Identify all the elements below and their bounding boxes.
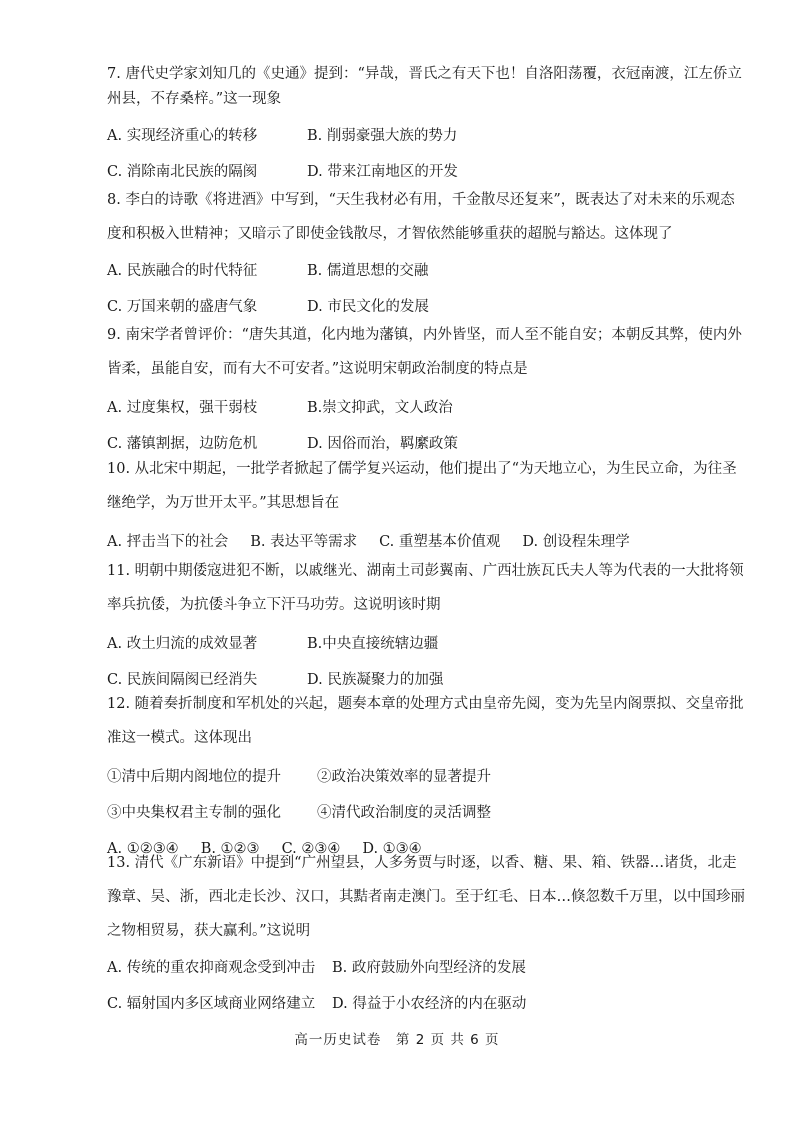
- option-a: A. 民族融合的时代特征: [107, 263, 258, 279]
- options-row: [107, 124, 747, 148]
- options-row: [107, 396, 747, 420]
- options-row: [107, 632, 747, 656]
- option-b: B. ①②③: [200, 841, 260, 857]
- statement-2: ②政治决策效率的显著提升: [317, 769, 491, 785]
- option-a: A. 实现经济重心的转移: [107, 128, 258, 144]
- option-d: D. 得益于小农经济的内在驱动: [332, 996, 527, 1012]
- option-d: D. ①③④: [362, 841, 422, 857]
- option-c: C. 消除南北民族的隔阂: [107, 164, 258, 180]
- question-stem: 10. 从北宋中期起，一批学者掀起了儒学复兴运动，他们提出了“为天地立心，为生民立命，为往圣继绝学，为万世开太平。”其思想旨在: [107, 461, 737, 511]
- options-row: [107, 530, 747, 554]
- page-footer: 高一历史试卷 第 2 页 共 6 页: [294, 1032, 500, 1048]
- question-7: [107, 62, 747, 184]
- option-c: C. 藩镇割据，边防危机: [107, 436, 258, 452]
- question-stem: 12. 随着奏折制度和军机处的兴起，题奏本章的处理方式由皇帝先阅，变为先呈内阁票拟、交皇帝批准这一模式。这体现出: [107, 696, 744, 746]
- option-a: A. 改土归流的成效显著: [107, 636, 258, 652]
- option-b: B.崇文抑武，文人政治: [307, 400, 453, 416]
- option-c: C. 万国来朝的盛唐气象: [107, 299, 258, 315]
- option-d: D. 市民文化的发展: [307, 299, 429, 315]
- question-10: [107, 452, 747, 554]
- question-9: [107, 318, 747, 456]
- statement-row: [107, 801, 747, 825]
- option-c: C. ②③④: [281, 841, 341, 857]
- question-stem: 7. 唐代史学家刘知几的《史通》提到：“异哉，晋氏之有天下也！自洛阳荡覆，衣冠南渡，江左侨立州县，不存桑梓。”这一现象: [107, 66, 742, 107]
- option-a: A. 过度集权，强干弱枝: [107, 400, 258, 416]
- statement-3: ③中央集权君主专制的强化: [107, 805, 281, 821]
- option-a: A. ①②③④: [107, 841, 179, 857]
- option-c: C. 重塑基本价值观: [379, 534, 501, 550]
- question-stem: 8. 李白的诗歌《将进酒》中写到，“天生我材必有用，千金散尽还复来”，既表达了对未来的乐观态度和积极入世精神；又暗示了即使金钱散尽，才智依然能够重获的超脱与豁达。这体现了: [107, 192, 735, 242]
- question-stem: 11. 明朝中期倭寇进犯不断，以戚继光、湖南土司彭翼南、广西壮族瓦氏夫人等为代表的一大批将领率兵抗倭，为抗倭斗争立下汗马功劳。这说明该时期: [107, 563, 744, 613]
- question-11: [107, 554, 747, 692]
- statement-4: ④清代政治制度的灵活调整: [317, 805, 491, 821]
- option-b: B. 削弱豪强大族的势力: [307, 128, 458, 144]
- option-b: B. 表达平等需求: [250, 534, 358, 550]
- option-c: C. 辐射国内多区域商业网络建立: [107, 996, 316, 1012]
- question-13: [107, 846, 747, 1016]
- option-b: B. 儒道思想的交融: [307, 263, 429, 279]
- question-stem: 13. 清代《广东新语》中提到“广州望县，人多务贾与时逐，以香、糖、果、箱、铁器…诸货，北走豫章、吴、浙，西北走长沙、汉口，其黠者南走澳门。至于红毛、日本…倏忽数千万里，以中国珍丽之物相贸易，获大赢利。”这说明: [107, 855, 745, 939]
- option-c: C. 民族间隔阂已经消失: [107, 672, 258, 688]
- option-a: A. 抨击当下的社会: [107, 534, 229, 550]
- statement-row: [107, 765, 747, 789]
- options-row: [107, 160, 747, 184]
- options-row: [107, 992, 747, 1016]
- option-d: D. 带来江南地区的开发: [307, 164, 458, 180]
- option-a: A. 传统的重农抑商观念受到冲击: [107, 960, 316, 976]
- options-row: [107, 259, 747, 283]
- question-12: [107, 687, 747, 861]
- option-b: B.中央直接统辖边疆: [307, 636, 439, 652]
- question-stem: 9. 南宋学者曾评价：“唐失其道，化内地为藩镇，内外皆坚，而人至不能自安；本朝反其弊，使内外皆柔，虽能自安，而有大不可安者。”这说明宋朝政治制度的特点是: [107, 327, 742, 377]
- option-b: B. 政府鼓励外向型经济的发展: [332, 960, 526, 976]
- options-row: [107, 295, 747, 319]
- option-d: D. 创设程朱理学: [522, 534, 630, 550]
- options-row: [107, 956, 747, 980]
- question-8: [107, 183, 747, 319]
- statement-1: ①清中后期内阁地位的提升: [107, 769, 281, 785]
- option-d: D. 民族凝聚力的加强: [307, 672, 444, 688]
- option-d: D. 因俗而治，羁縻政策: [307, 436, 458, 452]
